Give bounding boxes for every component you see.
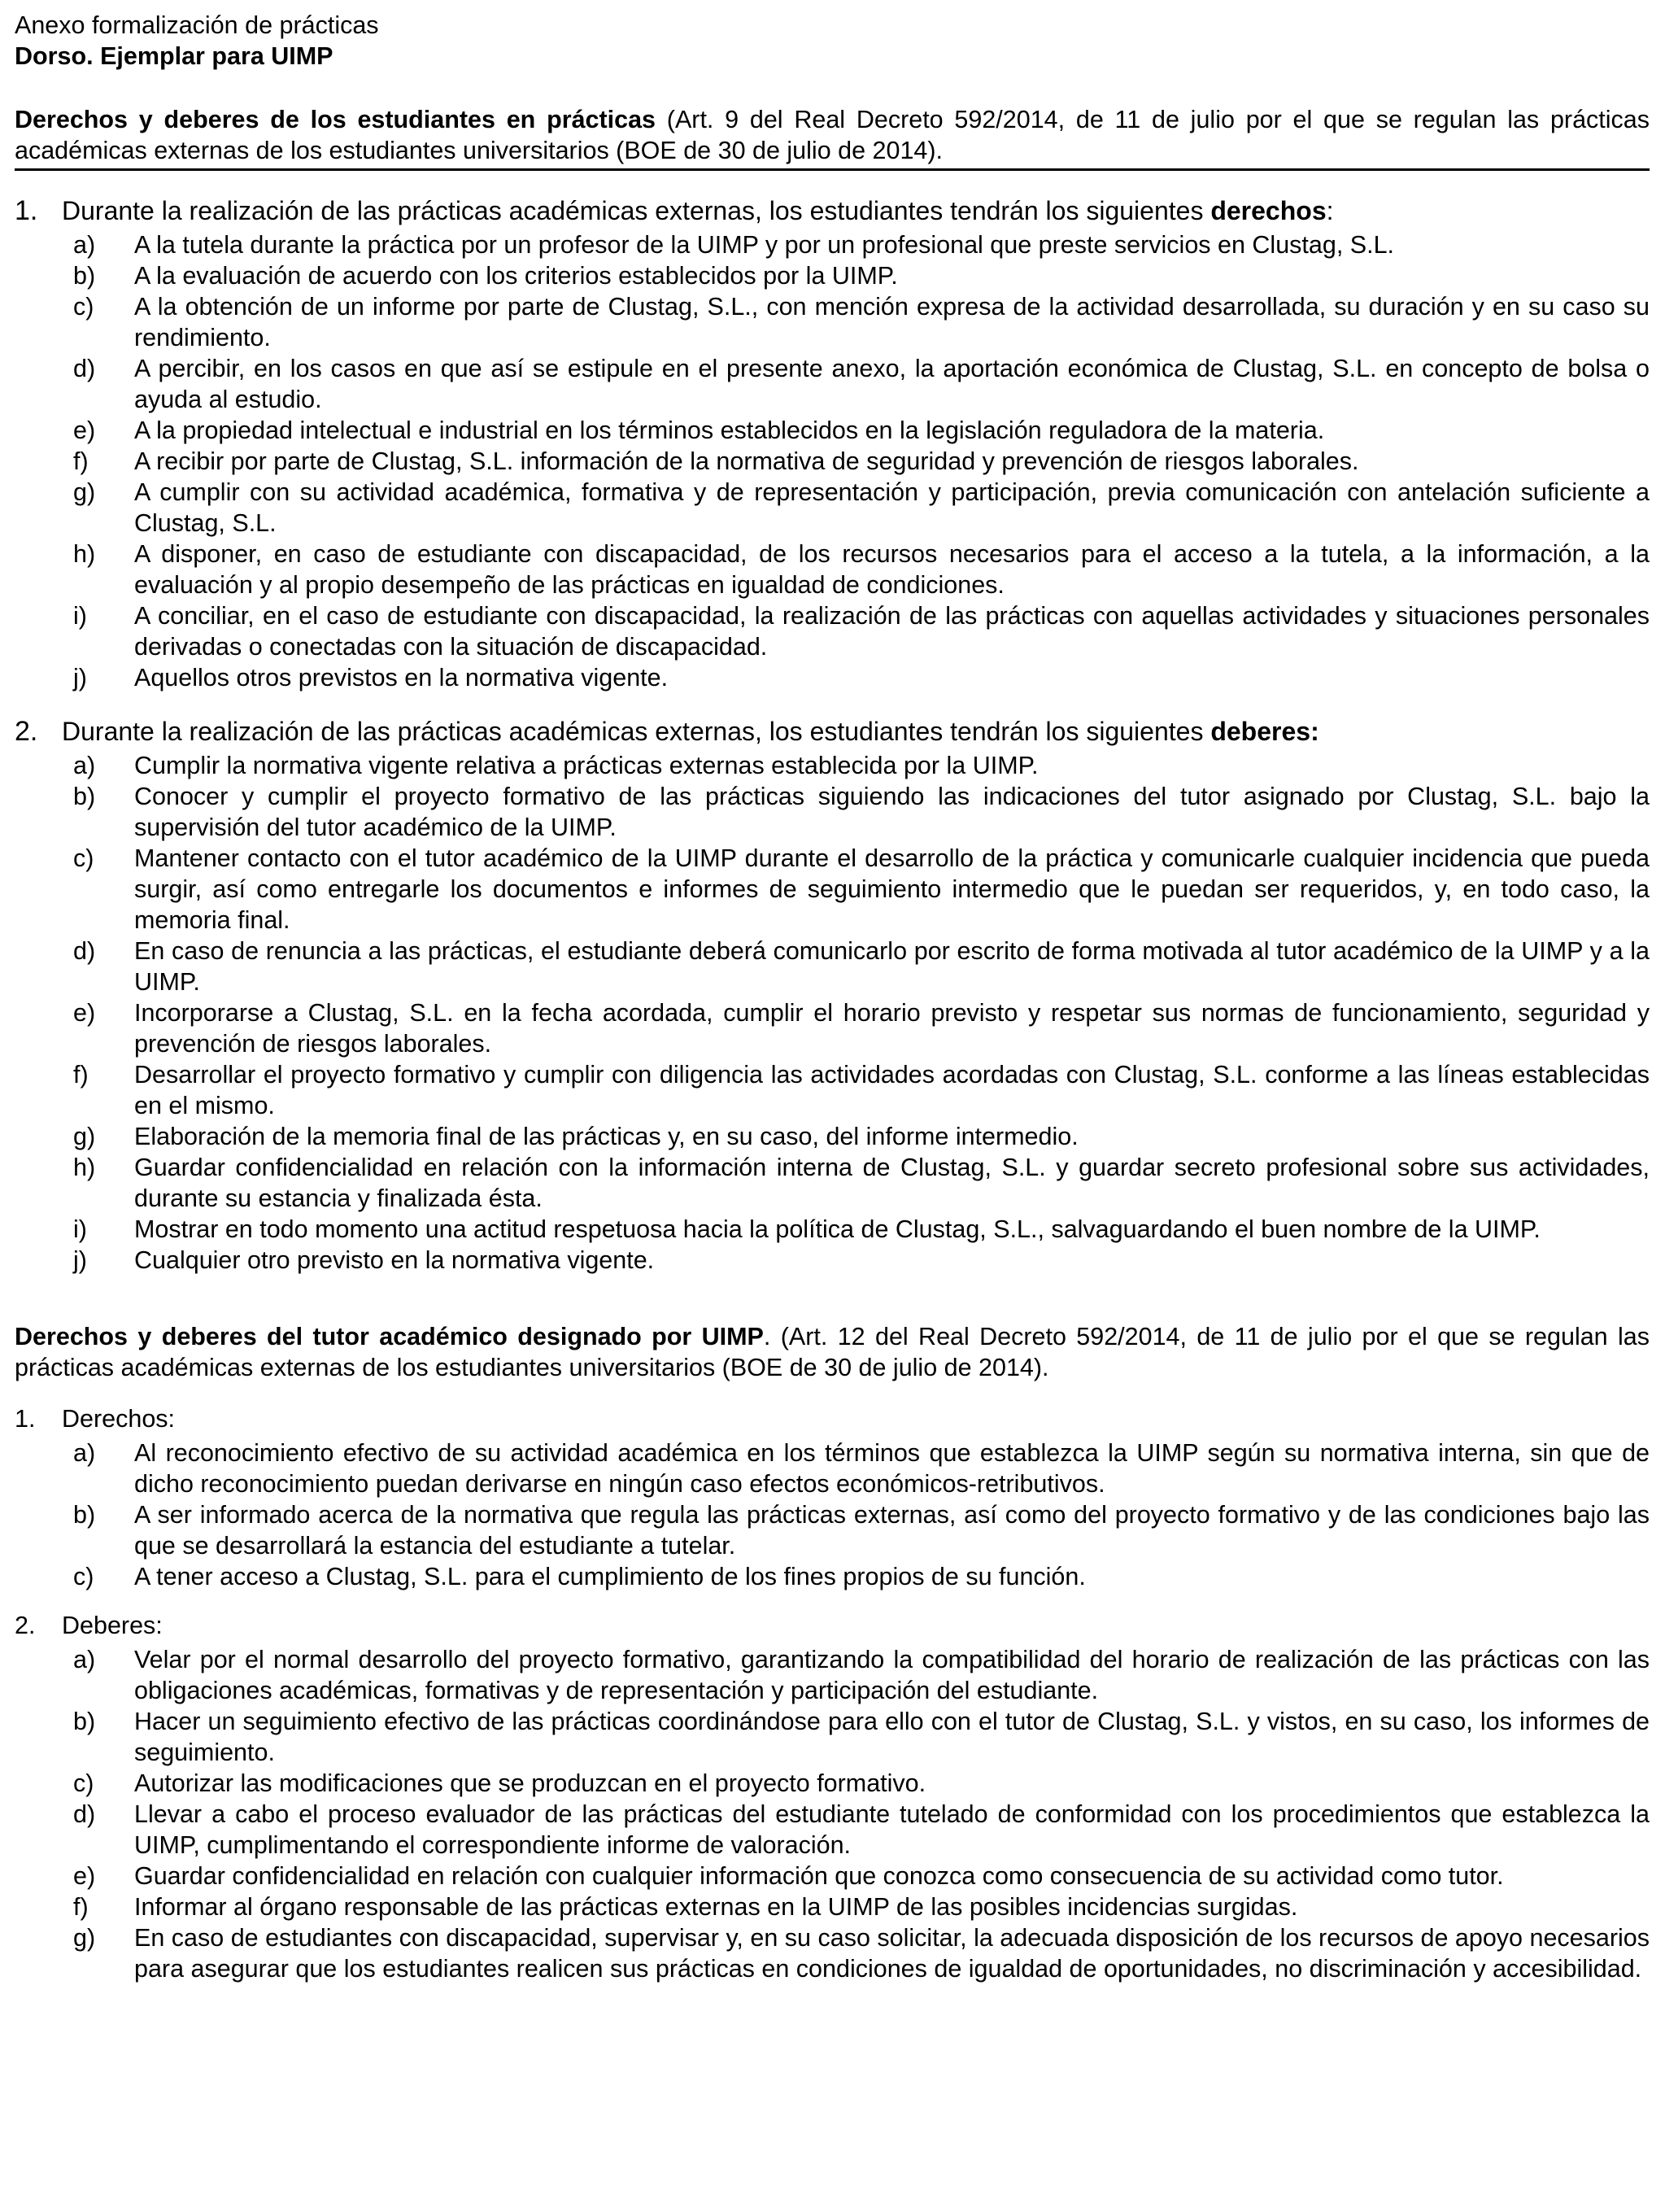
list-item-text: Guardar confidencialidad en relación con la información interna de Clustag, S.L. y guardar secreto profesional sobre sus actividades, durante su estancia y finalizada ésta. (134, 1154, 1650, 1212)
list-item (15, 1922, 1650, 1984)
copy-label (15, 41, 1650, 72)
list-item-marker: i) (73, 602, 87, 630)
list-item-marker: a) (73, 1646, 96, 1673)
list-item-text: A ser informado acerca de la normativa que regula las prácticas externas, así como del proyecto formativo y de las condiciones bajo las que se desarrollará la estancia del estudiante a tutelar. (134, 1501, 1650, 1560)
tutor-heading-ref: . (Art. 12 del Real Decreto 592/2014, de 11 de julio por el que se regulan las prácticas académicas externas de los estudiantes universitarios (BOE de 30 de julio de 2014). (15, 1323, 1650, 1381)
list-item-text: Velar por el normal desarrollo del proyecto formativo, garantizando la compatibilidad del horario de realización de las prácticas con las obligaciones académicas, formativas y de representación y participación del estudiante. (134, 1646, 1650, 1704)
tutor-duties-heading (15, 1610, 1650, 1641)
list-item-marker: a) (73, 231, 96, 259)
list-item-text: A tener acceso a Clustag, S.L. para el cumplimiento de los fines propios de su función. (134, 1563, 1086, 1590)
tutor-rights-heading (15, 1403, 1650, 1434)
tutor-duties-list (15, 1644, 1650, 1984)
list-item-marker: h) (73, 1154, 96, 1181)
list-item (15, 1438, 1650, 1499)
list-item-text: Autorizar las modificaciones que se produzcan en el proyecto formativo. (134, 1769, 926, 1797)
list-item-text: Mantener contacto con el tutor académico de la UIMP durante el desarrollo de la práctica y comunicarle cualquier incidencia que pueda surgir, así como entregarle los documentos e informes de seguimiento intermedio que le puedan ser requeridos, y, en todo caso, la memoria final. (134, 844, 1650, 934)
students-rights-keyword: derechos (1210, 196, 1327, 225)
list-item-marker: a) (73, 1439, 96, 1467)
list-item-marker: b) (73, 262, 96, 290)
list-item-marker: b) (73, 1501, 96, 1529)
students-rights-colon: : (1326, 196, 1334, 225)
list-item (15, 843, 1650, 936)
list-item (15, 936, 1650, 997)
list-item-text: Elaboración de la memoria final de las prácticas y, en su caso, del informe intermedio. (134, 1123, 1079, 1150)
list-item-text: A percibir, en los casos en que así se estipule en el presente anexo, la aportación económica de Clustag, S.L. en concepto de bolsa o ayuda al estudio. (134, 355, 1650, 413)
list-item (15, 1891, 1650, 1922)
list-item-text: Llevar a cabo el proceso evaluador de las prácticas del estudiante tutelado de conformidad con los procedimientos que establezca la UIMP, cumplimentando el correspondiente informe de valoración. (134, 1800, 1650, 1859)
list-item-text: A la propiedad intelectual e industrial en los términos establecidos en la legislación reguladora de la materia. (134, 417, 1325, 444)
list-item (15, 781, 1650, 843)
list-item (15, 1706, 1650, 1768)
annex-title: Anexo formalización de prácticas (15, 11, 379, 39)
list-item (15, 539, 1650, 600)
list-item (15, 1245, 1650, 1276)
list-item (15, 750, 1650, 781)
list-item-marker: c) (73, 293, 94, 321)
students-rights-list (15, 229, 1650, 693)
tutor-duties-label: Deberes: (62, 1612, 163, 1639)
list-item (15, 1768, 1650, 1799)
list-item-marker: e) (73, 1862, 96, 1890)
list-item-marker: g) (73, 478, 96, 506)
list-item-marker: h) (73, 540, 96, 568)
list-item-marker: f) (73, 1893, 89, 1921)
list-item-text: Cumplir la normativa vigente relativa a prácticas externas establecida por la UIMP. (134, 752, 1039, 779)
list-item-text: Cualquier otro previsto en la normativa vigente. (134, 1246, 655, 1274)
students-section-heading (15, 104, 1650, 171)
list-item (15, 1799, 1650, 1861)
list-item-marker: g) (73, 1924, 96, 1952)
list-item-marker: b) (73, 783, 96, 810)
list-item-marker: a) (73, 752, 96, 779)
list-item-text: Conocer y cumplir el proyecto formativo de las prácticas siguiendo las indicaciones del tutor asignado por Clustag, S.L. bajo la supervisión del tutor académico de la UIMP. (134, 783, 1650, 841)
list-item-marker: e) (73, 417, 96, 444)
list-item-text: Mostrar en todo momento una actitud respetuosa hacia la política de Clustag, S.L., salvaguardando el buen nombre de la UIMP. (134, 1215, 1541, 1243)
list-item-text: Al reconocimiento efectivo de su actividad académica en los términos que establezca la UIMP según su normativa interna, sin que de dicho reconocimiento puedan derivarse en ningún caso efectos económicos-retributivos. (134, 1439, 1650, 1498)
tutor-rights-list (15, 1438, 1650, 1592)
list-item (15, 662, 1650, 693)
list-item-marker: f) (73, 447, 89, 475)
list-item-text: A la evaluación de acuerdo con los criterios establecidos por la UIMP. (134, 262, 898, 290)
list-item-text: Incorporarse a Clustag, S.L. en la fecha acordada, cumplir el horario previsto y respetar sus normas de funcionamiento, seguridad y prevención de riesgos laborales. (134, 999, 1650, 1058)
students-duties-intro: Durante la realización de las prácticas académicas externas, los estudiantes tendrán los siguientes (62, 717, 1211, 746)
list-item (15, 477, 1650, 539)
list-item (15, 353, 1650, 415)
students-duties-list (15, 750, 1650, 1276)
document-page (15, 10, 1650, 1984)
students-heading-ref: (Art. 9 del Real Decreto 592/2014, de 11 de julio por el que se regulan las prácticas académicas externas de los estudiantes universitarios (BOE de 30 de julio de 2014). (15, 106, 1650, 164)
list-item (15, 1861, 1650, 1891)
list-item-text: A disponer, en caso de estudiante con discapacidad, de los recursos necesarios para el acceso a la tutela, a la información, a la evaluación y al propio desempeño de las prácticas en igualdad de condiciones. (134, 540, 1650, 599)
list-item-text: Hacer un seguimiento efectivo de las prácticas coordinándose para ello con el tutor de Clustag, S.L. y vistos, en su caso, los informes de seguimiento. (134, 1708, 1650, 1766)
list-item-marker: f) (73, 1061, 89, 1089)
students-rights-heading (15, 195, 1650, 226)
list-item (15, 997, 1650, 1059)
list-item (15, 415, 1650, 446)
list-item (15, 229, 1650, 260)
list-item (15, 291, 1650, 353)
list-item-text: A cumplir con su actividad académica, formativa y de representación y participación, previa comunicación con antelación suficiente a Clustag, S.L. (134, 478, 1650, 537)
list-item-text: Informar al órgano responsable de las prácticas externas en la UIMP de las posibles incidencias surgidas. (134, 1893, 1298, 1921)
list-item-marker: d) (73, 1800, 96, 1828)
list-item (15, 1121, 1650, 1152)
list-item-marker: i) (73, 1215, 87, 1243)
tutor-rights-label: Derechos: (62, 1405, 176, 1433)
list-item-marker: c) (73, 844, 94, 872)
list-item-text: Desarrollar el proyecto formativo y cumplir con diligencia las actividades acordadas con Clustag, S.L. conforme a las líneas establecidas en el mismo. (134, 1061, 1650, 1119)
students-rights-number: 1. (15, 195, 38, 226)
list-item (15, 600, 1650, 662)
list-item (15, 446, 1650, 477)
list-item-text: A la tutela durante la práctica por un profesor de la UIMP y por un profesional que preste servicios en Clustag, S.L. (134, 231, 1395, 259)
list-item-text: En caso de estudiantes con discapacidad, supervisar y, en su caso solicitar, la adecuada disposición de los recursos de apoyo necesarios para asegurar que los estudiantes realicen sus prácticas en condiciones de igualdad de oportunidades, no discriminación y accesibilidad. (134, 1924, 1650, 1983)
list-item (15, 260, 1650, 291)
students-duties-keyword: deberes: (1210, 717, 1319, 746)
list-item (15, 1561, 1650, 1592)
tutor-duties-number: 2. (15, 1612, 36, 1639)
list-item-marker: d) (73, 937, 96, 965)
list-item (15, 1644, 1650, 1706)
tutor-heading-bold: Derechos y deberes del tutor académico designado por UIMP (15, 1323, 764, 1350)
students-rights-intro: Durante la realización de las prácticas académicas externas, los estudiantes tendrán los siguientes (62, 196, 1211, 225)
list-item-text: A recibir por parte de Clustag, S.L. información de la normativa de seguridad y prevención de riesgos laborales. (134, 447, 1359, 475)
list-item-text: Guardar confidencialidad en relación con cualquier información que conozca como consecuencia de su actividad como tutor. (134, 1862, 1504, 1890)
list-item-marker: j) (73, 664, 87, 692)
students-duties-heading (15, 716, 1650, 747)
list-item-marker: g) (73, 1123, 96, 1150)
list-item-marker: b) (73, 1708, 96, 1735)
list-item (15, 1214, 1650, 1245)
list-item-text: A la obtención de un informe por parte de Clustag, S.L., con mención expresa de la actividad desarrollada, su duración y en su caso su rendimiento. (134, 293, 1650, 351)
list-item (15, 1499, 1650, 1561)
list-item-text: Aquellos otros previstos en la normativa vigente. (134, 664, 669, 692)
list-item (15, 1059, 1650, 1121)
students-heading-bold: Derechos y deberes de los estudiantes en prácticas (15, 106, 656, 133)
copy-label-text: Dorso. Ejemplar para UIMP (15, 42, 333, 70)
list-item (15, 1152, 1650, 1214)
list-item-marker: j) (73, 1246, 87, 1274)
list-item-text: A conciliar, en el caso de estudiante con discapacidad, la realización de las prácticas con aquellas actividades y situaciones personales derivadas o conectadas con la situación de discapacidad. (134, 602, 1650, 661)
list-item-marker: c) (73, 1563, 94, 1590)
list-item-marker: e) (73, 999, 96, 1027)
students-duties-number: 2. (15, 716, 38, 747)
list-item-marker: c) (73, 1769, 94, 1797)
tutor-rights-number: 1. (15, 1405, 36, 1433)
list-item-marker: d) (73, 355, 96, 382)
list-item-text: En caso de renuncia a las prácticas, el estudiante deberá comunicarlo por escrito de forma motivada al tutor académico de la UIMP y a la UIMP. (134, 937, 1650, 996)
tutor-section-heading (15, 1321, 1650, 1385)
